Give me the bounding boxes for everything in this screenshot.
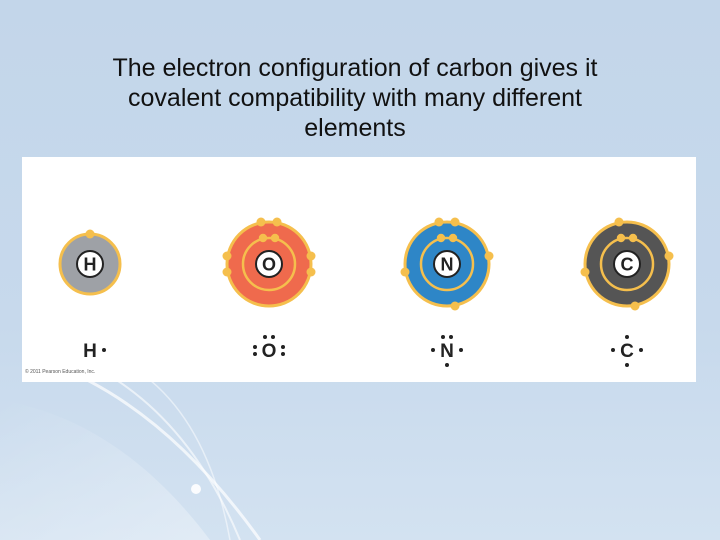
valence-electron	[451, 218, 460, 227]
valence-electron	[485, 252, 494, 261]
lewis-dot	[263, 335, 267, 339]
lewis-dot	[441, 335, 445, 339]
valence-electron	[307, 252, 316, 261]
valence-electron	[223, 268, 232, 277]
lewis-dot	[253, 352, 257, 356]
lewis-dot	[445, 363, 449, 367]
valence-electron	[665, 252, 674, 261]
valence-electron	[631, 302, 640, 311]
valence-electron	[615, 218, 624, 227]
inner-electron	[617, 234, 625, 242]
lewis-dot	[625, 363, 629, 367]
valence-electron	[307, 268, 316, 277]
element-symbol: H	[83, 254, 97, 275]
inner-electron	[259, 234, 267, 242]
inner-electron	[437, 234, 445, 242]
atom-diagram	[22, 157, 696, 382]
valence-electron	[86, 230, 95, 239]
valence-electron	[581, 268, 590, 277]
copyright-notice: © 2011 Pearson Education, Inc.	[25, 369, 96, 375]
title-line-2: covalent compatibility with many different	[128, 84, 582, 112]
lewis-dot	[449, 335, 453, 339]
inner-electron	[629, 234, 637, 242]
valence-electron	[401, 268, 410, 277]
lewis-symbol: O	[261, 341, 277, 362]
lewis-dot	[271, 335, 275, 339]
lewis-dot	[459, 348, 463, 352]
title-line-3: elements	[304, 114, 406, 142]
valence-electron	[273, 218, 282, 227]
title-line-1: The electron configuration of carbon gives it	[112, 54, 598, 82]
valence-electron	[257, 218, 266, 227]
lewis-dot	[639, 348, 643, 352]
element-symbol: C	[620, 254, 634, 275]
element-symbol: N	[440, 254, 454, 275]
lewis-dot	[625, 335, 629, 339]
inner-electron	[449, 234, 457, 242]
valence-electron	[451, 302, 460, 311]
inner-electron	[271, 234, 279, 242]
valence-electron	[435, 218, 444, 227]
element-symbol: O	[261, 254, 277, 275]
lewis-symbol: N	[440, 341, 454, 362]
valence-electron	[223, 252, 232, 261]
lewis-symbol: C	[620, 341, 634, 362]
lewis-dot	[611, 348, 615, 352]
lewis-dot	[253, 345, 257, 349]
lewis-dot	[281, 345, 285, 349]
slide-title	[40, 53, 670, 143]
atom-diagram-panel	[22, 157, 696, 382]
lewis-dot	[281, 352, 285, 356]
lewis-dot	[431, 348, 435, 352]
lewis-symbol: H	[83, 341, 97, 362]
lewis-dot	[102, 348, 106, 352]
